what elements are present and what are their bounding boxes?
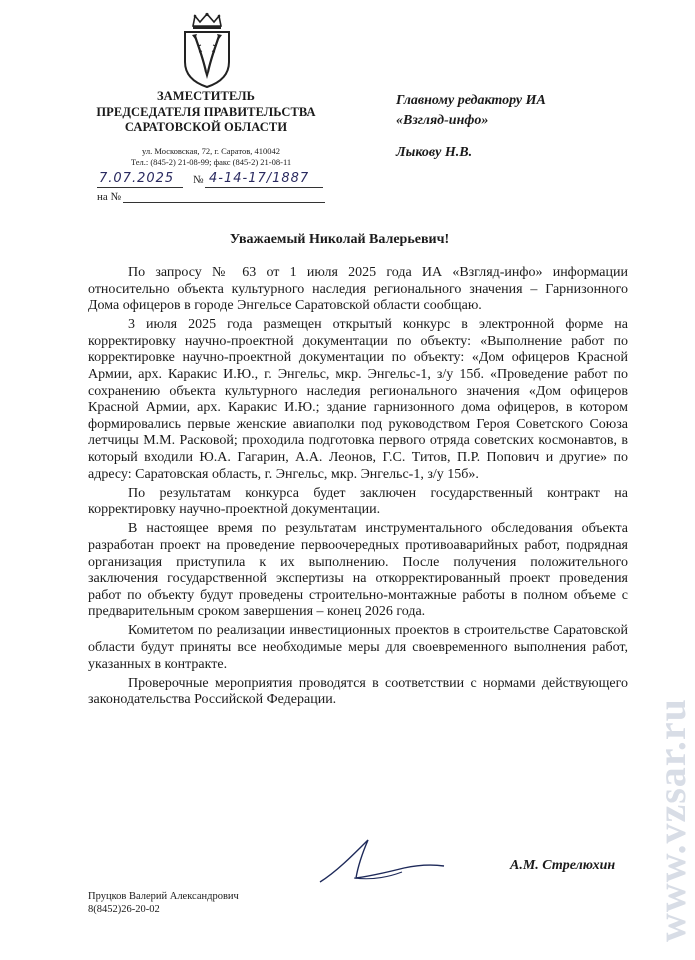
paragraph-1: По запросу № 63 от 1 июля 2025 года ИА «Взгляд-инфо» информации относительно объекта культурного наследия регионального значения – Гарнизонного Дома офицеров в городе Энгельсе Саратовской области сообщаю. (88, 265, 628, 314)
executor-phone: 8(8452)26-20-02 (88, 904, 160, 915)
signer-name: А.М. Стрелюхин (510, 858, 616, 873)
paragraph-2: 3 июля 2025 года размещен открытый конкурс в электронной форме на корректировку научно-проектной документации по объекту: «Выполнение работ по корректировке научно-проектной документации по объекту: «Дом офицеров Красной Армии, арх. Каракис И.Ю., г. Энгельс, мкр. Энгельс-1, з/у 15б. «Проведение работ по сохранению объекта культурного наследия регионального значения «Дом офицеров Красной Армии, арх. Каракис И.Ю.; здание гарнизонного дома офицеров, в котором формировались первые женские авиаполки под руководством Героя Советского Союза летчицы М.М. Расковой; проходила подготовка первого отряда советских космонавтов, в который входили Ю.А. Гагарин, А.А. Леонов, Г.С. Титов, П.Р. Попович и другие» по адресу: Саратовская область, г. Энгельс, мкр. Энгельс-1, з/у 15б». (88, 317, 628, 482)
sender-title-line-2: ПРЕДСЕДАТЕЛЯ ПРАВИТЕЛЬСТВА (96, 104, 316, 119)
paragraph-3: По результатам конкурса будет заключен государственный контракт на корректировку научно-проектной документации. (88, 485, 628, 518)
reference-number-label: на № (97, 191, 122, 203)
sender-phones: Тел.: (845-2) 21-08-99; факс (845-2) 21-08-11 (130, 156, 292, 167)
executor-block (88, 890, 239, 916)
handwritten-signature (318, 832, 448, 892)
recipient-line-1: Главному редактору ИА (396, 93, 546, 108)
registration-number: 4-14-17/1887 (209, 171, 310, 186)
letter-body (88, 265, 628, 711)
sender-contacts (96, 146, 326, 167)
paragraph-5: Комитетом по реализации инвестиционных проектов в строительстве Саратовской области будут приняты все необходимые меры для своевременного выполнения работ, указанных в контракте. (88, 623, 628, 672)
sender-title-line-1: ЗАМЕСТИТЕЛЬ (156, 89, 256, 103)
registration-number-label: № (193, 174, 204, 186)
sender-organization (88, 89, 324, 136)
executor-name: Пруцков Валерий Александрович (88, 891, 239, 902)
watermark (612, 600, 694, 942)
paragraph-4: В настоящее время по результатам инструментального обследования объекта разработан проект на проведение первоочередных противоаварийных работ, подрядная организация приступила к их выполнению. После получения положительного заключения государственной экспертизы на откорректированный проект проведения работ по объекту будут проведены строительно-монтажные работы в полном объеме с предварительным сроком завершения – конец 2026 года. (88, 521, 628, 620)
sender-address: ул. Московская, 72, г. Саратов, 410042 (142, 146, 280, 156)
sender-title-line-3: САРАТОВСКОЙ ОБЛАСТИ (124, 120, 288, 134)
recipient-name: Лыкову Н.В. (396, 145, 473, 160)
saratov-coat-of-arms-icon (181, 12, 233, 88)
salutation: Уважаемый Николай Валерьевич! (229, 232, 450, 247)
registration-line (97, 172, 323, 192)
watermark-text: www.vzsar.ru (649, 698, 694, 942)
paragraph-6: Проверочные мероприятия проводятся в соответствии с нормами действующего законодательства Российской Федерации. (88, 675, 628, 708)
reference-number-line (97, 191, 327, 203)
recipient-line-2: «Взгляд-инфо» (396, 113, 489, 128)
registration-date: 7.07.2025 (99, 171, 175, 186)
recipient-block (396, 91, 636, 131)
